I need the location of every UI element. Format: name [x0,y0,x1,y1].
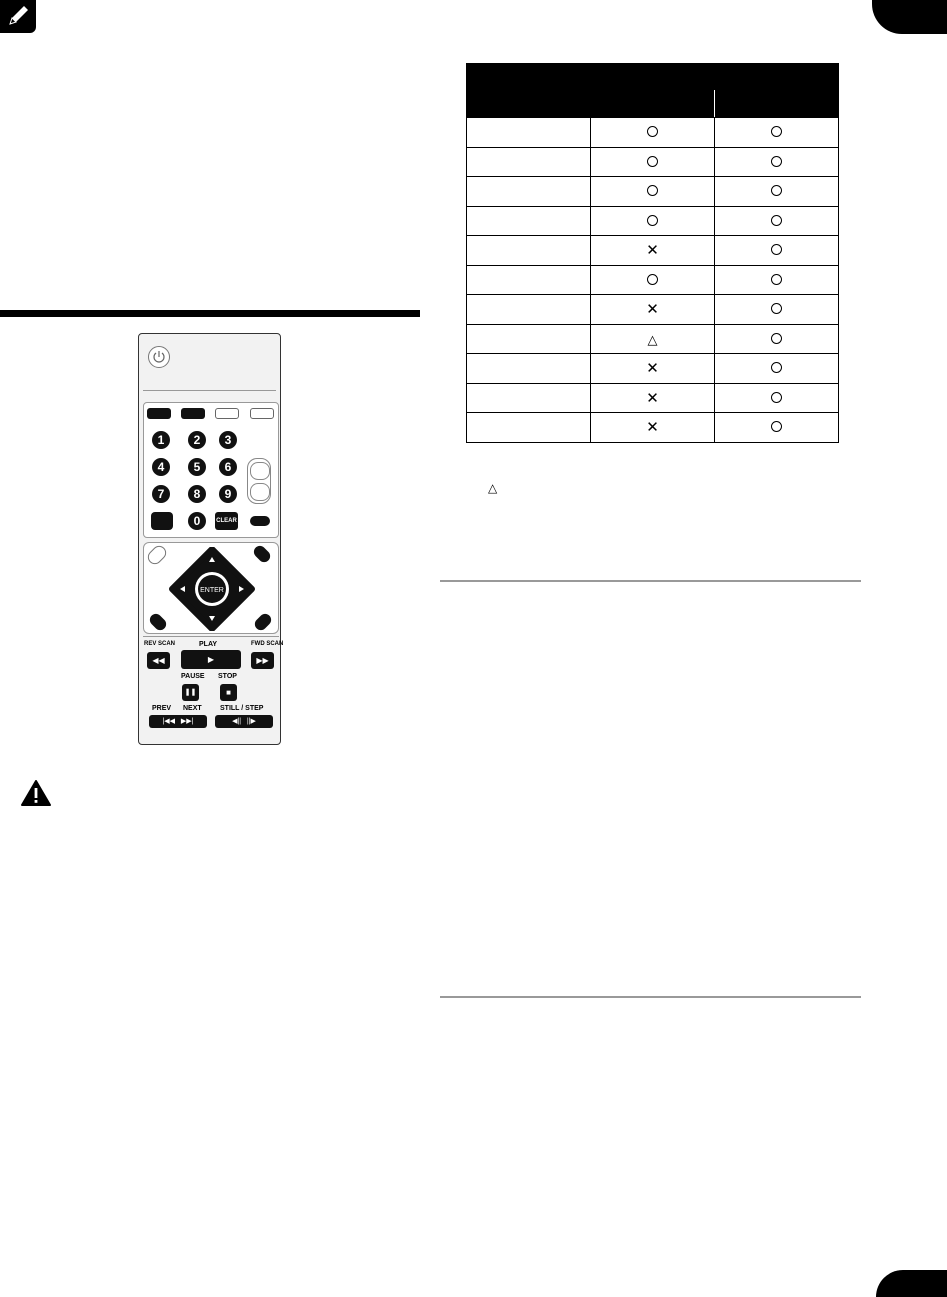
table-row-label-cell [467,413,591,443]
table-header-col-2 [715,90,839,118]
rev-scan-label: REV SCAN [144,641,176,647]
oval-button [250,516,270,526]
num-button-3: 3 [219,431,237,449]
cross-mark-icon: ✕ [646,360,659,378]
num-button-8: 8 [188,485,206,503]
circle-mark-icon [771,156,782,167]
pause-label: PAUSE [181,673,205,680]
dpad [166,547,258,631]
warning-triangle-icon [20,779,52,812]
enter-label: ENTER [200,587,224,594]
num-button-2: 2 [188,431,206,449]
table-row-label-cell [467,324,591,354]
table-row-label-cell [467,177,591,207]
volume-rocker [247,458,271,504]
table-row [467,383,839,413]
table-row [467,177,839,207]
table-cell [591,118,715,148]
circle-mark-icon [771,362,782,373]
circle-mark-icon [771,421,782,432]
still-step-label: STILL / STEP [220,705,264,712]
cross-mark-icon: ✕ [646,419,659,437]
color-button-4 [250,408,274,419]
prev-label: PREV [152,705,172,712]
table-cell [715,118,839,148]
table-header-col-1 [591,90,715,118]
table-row-label-cell [467,147,591,177]
num-button-7: 7 [152,485,170,503]
power-icon [148,346,170,368]
table-header-group [591,64,839,90]
table-row-label-cell [467,265,591,295]
triangle-mark-icon: △ [647,331,658,347]
table-cell [591,177,715,207]
table-cell [591,265,715,295]
color-button-1 [147,408,171,419]
table-cell [715,206,839,236]
note-icon [0,0,36,33]
table-row [467,324,839,354]
left-key-button [151,512,173,530]
circle-mark-icon [771,392,782,403]
num-button-9: 9 [219,485,237,503]
circle-mark-icon [771,185,782,196]
table-cell [715,354,839,384]
table-cell [715,265,839,295]
circle-mark-icon [647,126,658,137]
table-row [467,413,839,443]
table-header-corner [467,64,591,118]
table-row [467,147,839,177]
note-triangle-symbol: △ [488,481,498,495]
num-button-0: 0 [188,512,206,530]
section-rule-1 [440,580,861,582]
next-label: NEXT [183,705,202,712]
table-cell [591,206,715,236]
fwd-scan-button: ▶▶ [251,652,274,669]
num-button-6: 6 [219,458,237,476]
fwd-scan-label: FWD SCAN [251,641,284,647]
num-button-1: 1 [152,431,170,449]
clear-button: CLEAR [215,512,238,530]
table-cell [591,413,715,443]
table-row [467,206,839,236]
color-button-2 [181,408,205,419]
table-cell [715,147,839,177]
color-button-3 [215,408,239,419]
table-row-label-cell [467,118,591,148]
circle-mark-icon [771,303,782,314]
chapter-tab [872,0,947,34]
table-row [467,354,839,384]
circle-mark-icon [647,215,658,226]
prev-next-button: |◀◀ ▶▶| [149,715,207,728]
table-cell [591,324,715,354]
table-row-label-cell [467,354,591,384]
circle-mark-icon [771,333,782,344]
page-number-tab [876,1270,947,1297]
cross-mark-icon: ✕ [646,301,659,319]
circle-mark-icon [647,274,658,285]
play-label: PLAY [199,641,218,648]
table-cell [591,236,715,266]
circle-mark-icon [771,244,782,255]
rev-scan-button: ◀◀ [147,652,170,669]
still-step-button: ◀|| ||▶ [215,715,273,728]
table-row-label-cell [467,206,591,236]
table-row [467,265,839,295]
circle-mark-icon [647,185,658,196]
cross-mark-icon: ✕ [646,389,659,407]
table-cell [715,295,839,325]
circle-mark-icon [647,156,658,167]
table-cell [591,354,715,384]
table-cell [715,236,839,266]
stop-button: ■ [220,684,237,701]
table-row-label-cell [467,295,591,325]
table-row-label-cell [467,383,591,413]
circle-mark-icon [771,274,782,285]
remote-control-illustration [138,333,284,745]
table-cell [591,295,715,325]
cross-mark-icon: ✕ [646,242,659,260]
table-row [467,118,839,148]
play-button: ▶ [181,650,241,669]
table-row-label-cell [467,236,591,266]
compatibility-table [466,63,839,443]
table-cell [715,177,839,207]
table-cell [715,383,839,413]
table-row [467,295,839,325]
table-cell [715,413,839,443]
table-cell [715,324,839,354]
table-cell [591,383,715,413]
num-button-5: 5 [188,458,206,476]
stop-label: STOP [218,673,237,680]
table-cell [591,147,715,177]
circle-mark-icon [771,215,782,226]
section-rule-2 [440,996,861,998]
section-divider-bar [0,310,420,317]
table-row [467,236,839,266]
num-button-4: 4 [152,458,170,476]
circle-mark-icon [771,126,782,137]
pause-button: ❚❚ [182,684,199,701]
